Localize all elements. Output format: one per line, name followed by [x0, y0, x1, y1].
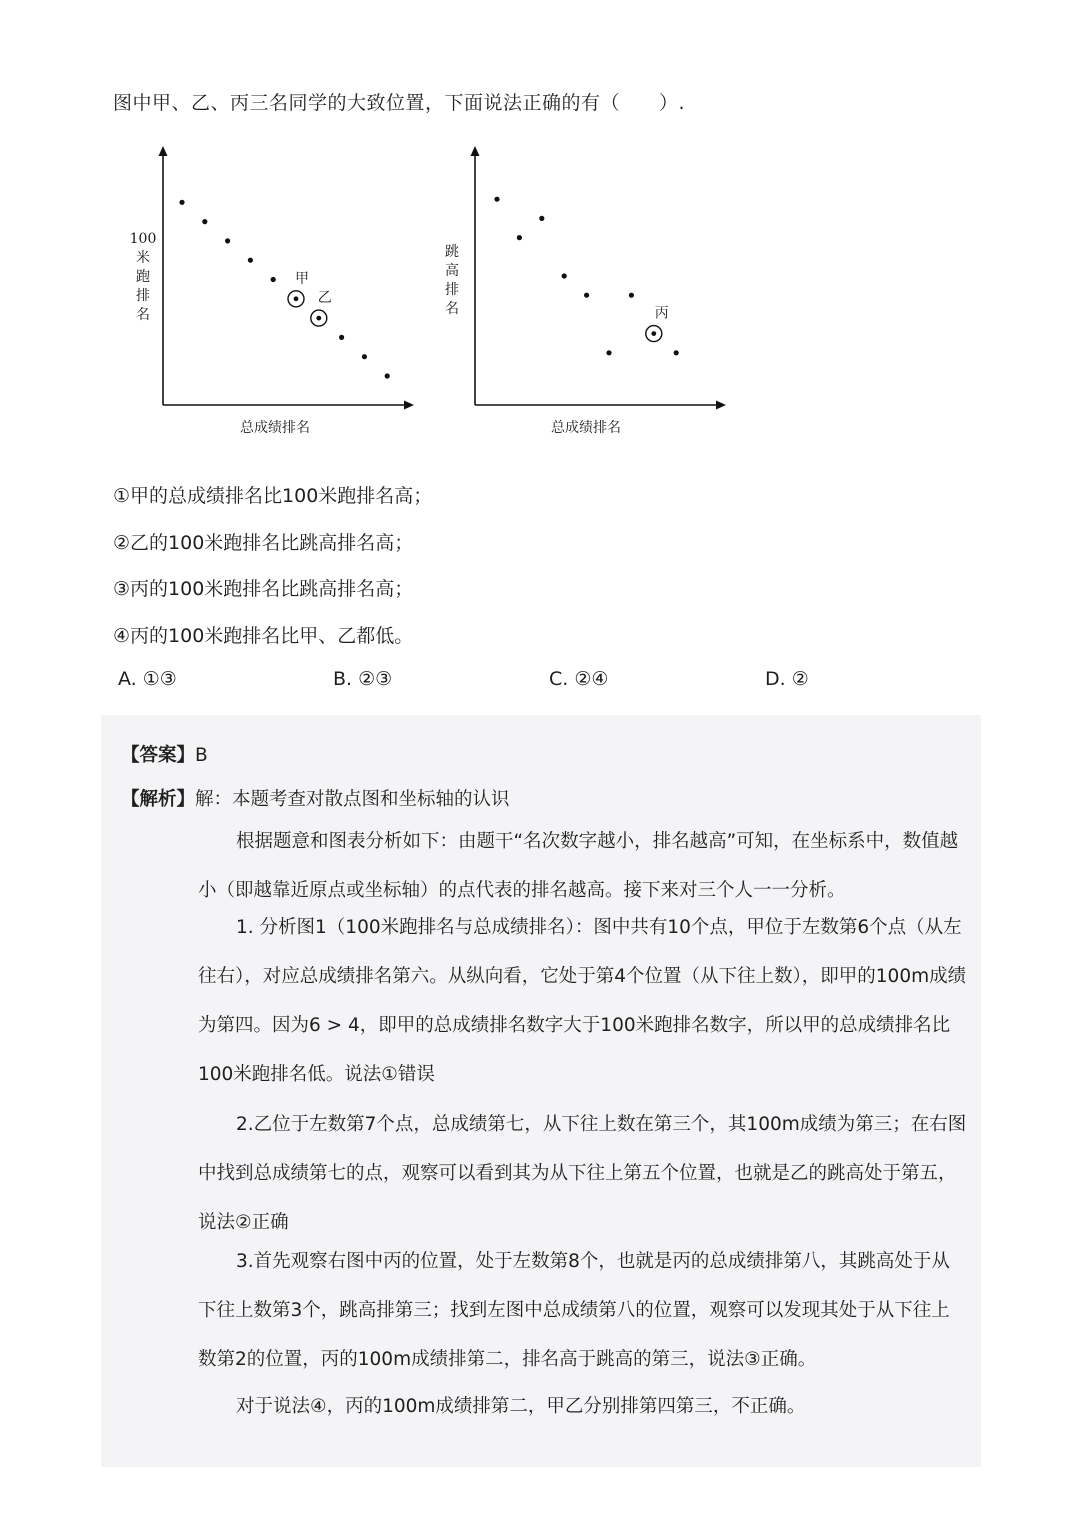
- question-text: 图中甲、乙、丙三名同学的大致位置，下面说法正确的有（ ）.: [113, 92, 686, 114]
- option-b: B. ②③: [333, 668, 393, 690]
- x-axis-label: 总成绩排名: [240, 420, 310, 436]
- y-axis-label-char: 高: [445, 263, 459, 279]
- analysis-label: 【解析】: [121, 789, 196, 810]
- scatter-svg-highjump: [430, 140, 740, 440]
- analysis-line: [121, 785, 510, 811]
- data-point-7: [629, 293, 634, 298]
- answer-line: [121, 741, 208, 767]
- y-axis-label-char: 排: [445, 282, 459, 298]
- y-axis-label: [130, 231, 157, 323]
- y-axis-label-char: 100: [129, 231, 157, 247]
- marked-point-label: 乙: [317, 290, 332, 307]
- analysis-paragraph-1: 根据题意和图表分析如下：由题干“名次数字越小，排名越高”可知，在坐标系中，数值越小（即越靠近原点或坐标轴）的点代表的排名越高。接下来对三个人一一分析。: [198, 831, 959, 901]
- statement-4: ④丙的100米跑排名比甲、乙都低。: [113, 625, 414, 647]
- data-point-6: [606, 350, 611, 355]
- scatter-svg-100m: [118, 140, 428, 440]
- marked-point-dot: [294, 296, 299, 301]
- y-axis-arrow-icon: [159, 146, 168, 156]
- data-point-9: [362, 354, 367, 359]
- statement-1: ①甲的总成绩排名比100米跑排名高；: [113, 485, 433, 507]
- x-axis-arrow-icon: [716, 401, 726, 410]
- data-point-1: [179, 200, 184, 205]
- points-group: [179, 200, 389, 379]
- analysis-paragraph-4: 3.首先观察右图中丙的位置，处于左数第8个，也就是丙的总成绩排第八，其跳高处于从下往上数第3个，跳高排第三；找到左图中总成绩第八的位置，观察可以发现其处于从下往上数第2的位置，丙的100m成绩排第二，排名高于跳高的第三，说法③正确。: [198, 1251, 950, 1370]
- data-point-5: [584, 293, 589, 298]
- y-axis-label-char: 名: [136, 307, 150, 323]
- points-group: [494, 197, 678, 356]
- data-point-5: [271, 277, 276, 282]
- marked-point-dot: [651, 331, 656, 336]
- scatter-chart-highjump: [430, 140, 740, 440]
- y-axis-label-char: 排: [136, 288, 150, 304]
- y-axis-arrow-icon: [471, 146, 480, 156]
- analysis-paragraph-3: 2.乙位于左数第7个点，总成绩第七，从下往上数在第三个，其100m成绩为第三；在右图中找到总成绩第七的点，观察可以看到其为从下往上第五个位置，也就是乙的跳高处于第五，说法②正确: [198, 1114, 967, 1233]
- statement-3: ③丙的100米跑排名比跳高排名高；: [113, 578, 414, 600]
- answer-panel: [101, 715, 981, 1467]
- y-axis-label-char: 米: [136, 250, 150, 266]
- option-a: A. ①③: [118, 668, 177, 690]
- y-axis-label: [445, 244, 459, 317]
- marked-point-label: 甲: [295, 270, 309, 287]
- x-axis-label: 总成绩排名: [551, 420, 621, 436]
- option-d: D. ②: [765, 668, 809, 690]
- answer-value: B: [195, 745, 208, 766]
- analysis-paragraph-2: 1. 分析图1（100米跑排名与总成绩排名）：图中共有10个点，甲位于左数第6个点（从左往右），对应总成绩排名第六。从纵向看，它处于第4个位置（从下往上数），即甲的100m成绩为第四。因为6 > 4，即甲的总成绩排名数字大于100米跑排名数字，所以甲的总成绩排名比100米跑排名低。说法①错误: [198, 917, 967, 1085]
- data-point-8: [339, 335, 344, 340]
- data-point-4: [562, 273, 567, 278]
- data-point-2: [517, 235, 522, 240]
- y-axis-label-char: 跳: [445, 244, 459, 260]
- scatter-chart-100m: [118, 140, 428, 440]
- statement-2: ②乙的100米跑排名比跳高排名高；: [113, 532, 414, 554]
- marked-point-label: 丙: [654, 305, 669, 322]
- data-point-2: [202, 219, 207, 224]
- data-point-4: [248, 258, 253, 263]
- data-point-1: [494, 197, 499, 202]
- analysis-paragraph-5: 对于说法④，丙的100m成绩排第二，甲乙分别排第四第三，不正确。: [236, 1396, 806, 1417]
- marked-point-dot: [316, 316, 321, 321]
- answer-label: 【答案】: [121, 745, 196, 766]
- x-axis-arrow-icon: [404, 401, 414, 410]
- y-axis-label-char: 跑: [136, 269, 150, 285]
- analysis-intro: 解：本题考查对散点图和坐标轴的认识: [195, 789, 510, 810]
- data-point-3: [539, 216, 544, 221]
- data-point-9: [674, 350, 679, 355]
- data-point-3: [225, 238, 230, 243]
- data-point-10: [385, 373, 390, 378]
- y-axis-label-char: 名: [445, 301, 459, 317]
- option-c: C. ②④: [549, 668, 609, 690]
